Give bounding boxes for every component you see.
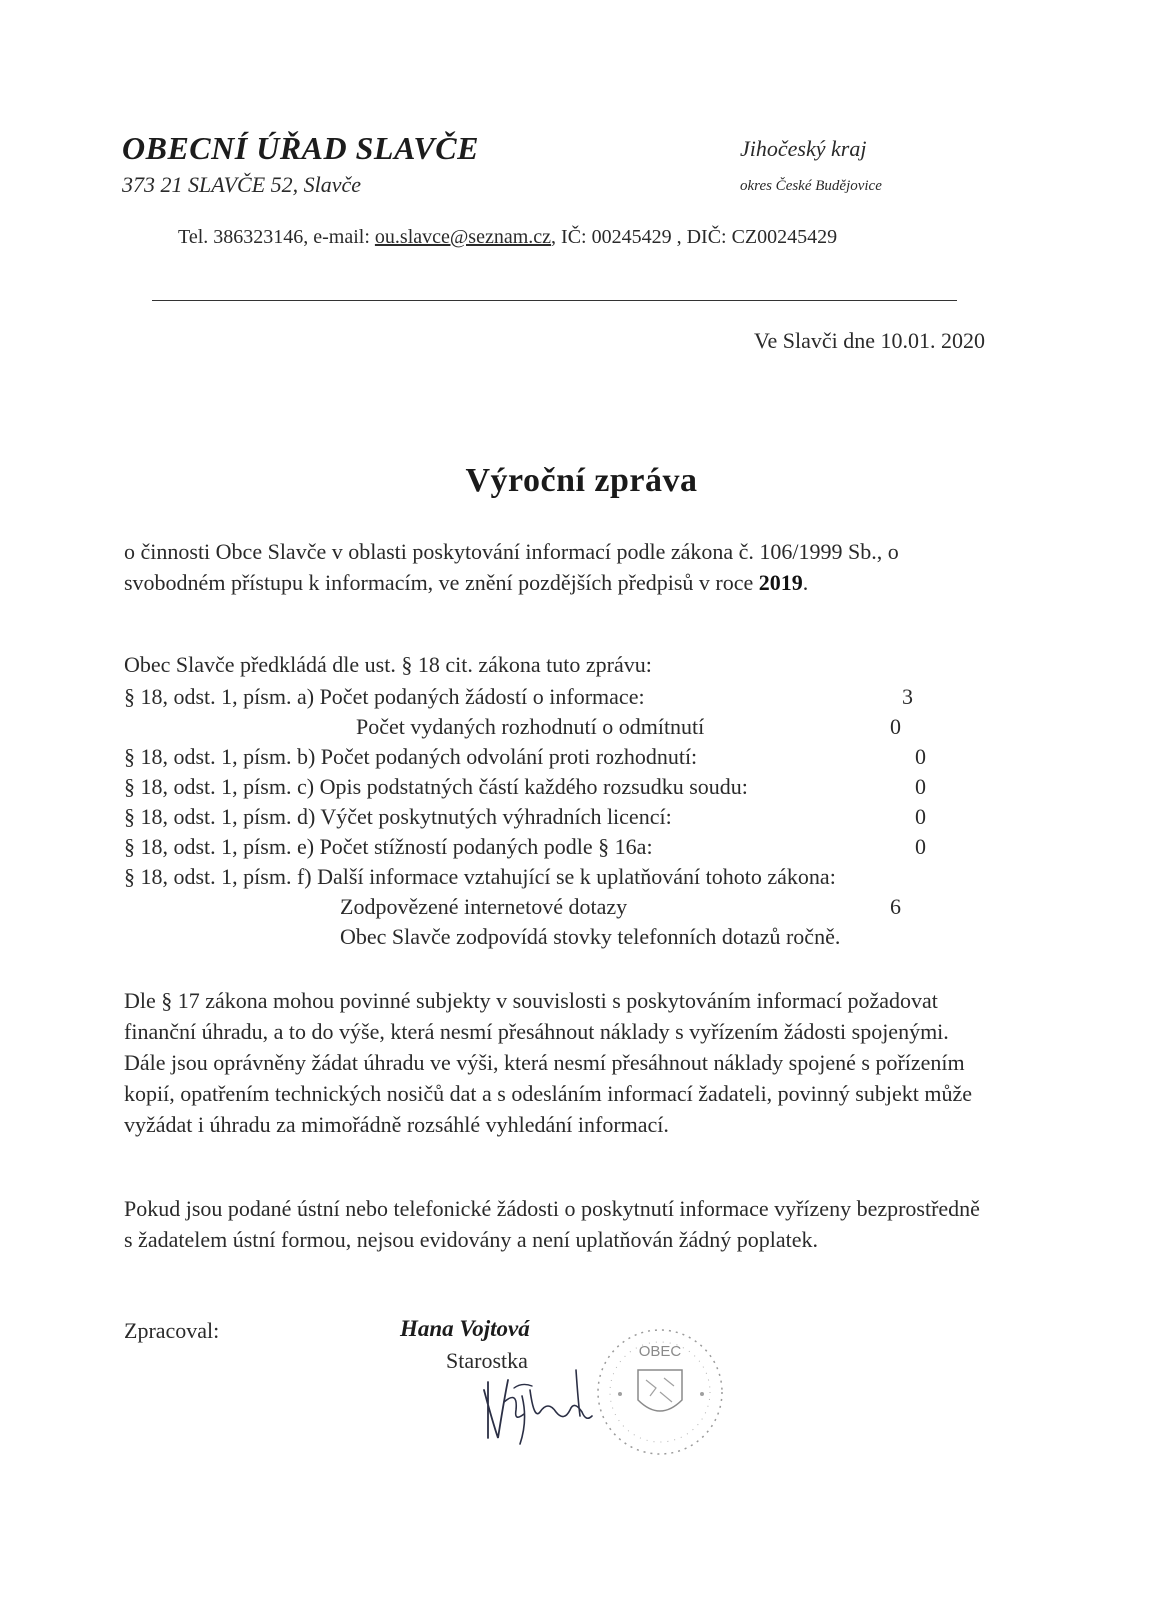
stat-row: [124, 862, 1004, 892]
letterhead-divider: [152, 300, 957, 301]
stat-label: Obec Slavče zodpovídá stovky telefonních dotazů ročně.: [340, 924, 841, 949]
stats-list: [124, 682, 1004, 952]
org-name: OBECNÍ ÚŘAD SLAVČE: [122, 130, 479, 166]
contact-phone: Tel. 386323146, e-mail:: [178, 226, 375, 248]
report-year: 2019: [758, 570, 803, 595]
stat-prefix: § 18, odst. 1, písm. c): [124, 774, 320, 799]
stat-value: 0: [915, 744, 926, 769]
intro-paragraph: [124, 536, 984, 598]
stat-label: Počet vydaných rozhodnutí o odmítnutí: [356, 714, 705, 739]
stat-row: [124, 832, 1004, 862]
stat-label: Počet podaných žádostí o informace:: [319, 684, 645, 709]
handwritten-signature: [474, 1360, 604, 1450]
intro-end: .: [802, 570, 809, 595]
date-line: Ve Slavči dne 10.01. 2020: [754, 328, 985, 353]
stat-prefix: § 18, odst. 1, písm. d): [124, 804, 321, 829]
fees-paragraph: Dle § 17 zákona mohou povinné subjekty v souvislosti s poskytováním informací požadovat finanční úhradu, a to do výše, která nesmí přesáhnout náklady s vyřízením žádosti spojenými. Dále jsou oprávněny žádat úhradu ve výši, která nesmí přesáhnout náklady spojené s pořízením kopií, opatřením technických nosičů dat a s odesláním informací žadateli, povinný subjekt může vyžádat i úhradu za mimořádně rozsáhlé vyhledání informací.: [124, 988, 972, 1137]
document-title: Výroční zpráva: [465, 462, 698, 499]
email-link[interactable]: ou.slavce@seznam.cz: [374, 226, 552, 248]
region: Jihočeský kraj: [740, 136, 867, 161]
stat-prefix: § 18, odst. 1, písm. e): [124, 834, 320, 859]
stat-row: [124, 922, 1004, 952]
stat-label: Počet stížností podaných podle § 16a:: [319, 834, 653, 859]
stat-value: 0: [915, 804, 926, 829]
stamp-text: OBEC: [638, 1343, 682, 1360]
stat-prefix: § 18, odst. 1, písm. a): [124, 684, 320, 709]
district: okres České Budějovice: [740, 178, 882, 194]
org-address: 373 21 SLAVČE 52, Slavče: [122, 172, 362, 197]
stat-prefix: § 18, odst. 1, písm. f): [124, 864, 318, 889]
signer-name: Hana Vojtová: [400, 1316, 530, 1341]
stat-label: Výčet poskytnutých výhradních licencí:: [320, 804, 672, 829]
stat-label: Opis podstatných částí každého rozsudku soudu:: [319, 774, 748, 799]
stat-value: 6: [890, 894, 901, 919]
official-stamp: [590, 1322, 730, 1462]
contact-ids: , IČ: 00245429 , DIČ: CZ00245429: [551, 226, 838, 248]
contact-line: [178, 226, 837, 249]
oral-requests-paragraph: Pokud jsou podané ústní nebo telefonické žádosti o poskytnutí informace vyřízeny bezprostředně s žadatelem ústní formou, nejsou evidovány a není uplatňován žádný poplatek.: [124, 1196, 980, 1252]
stat-label: Počet podaných odvolání proti rozhodnutí:: [320, 744, 698, 769]
stats-intro: Obec Slavče předkládá dle ust. § 18 cit. zákona tuto zprávu:: [124, 652, 652, 677]
stat-row: [124, 682, 1004, 712]
stat-label: Další informace vztahující se k uplatňování tohoto zákona:: [317, 864, 836, 889]
stat-row: [124, 772, 1004, 802]
stat-label: Zodpovězené internetové dotazy: [340, 894, 628, 919]
signer-role: Starostka: [446, 1348, 528, 1373]
stat-row: [124, 892, 1004, 922]
processed-by-label: Zpracoval:: [124, 1318, 220, 1343]
stat-value: 0: [915, 774, 926, 799]
stat-row: [124, 802, 1004, 832]
stat-row: [124, 712, 1004, 742]
stat-row: [124, 742, 1004, 772]
stat-value: 0: [915, 834, 926, 859]
intro-text: o činnosti Obce Slavče v oblasti poskytování informací podle zákona č. 106/1999 Sb., o svobodném přístupu k informacím, ve znění pozdějších předpisů v roce: [124, 539, 899, 595]
stat-value: 3: [902, 684, 913, 709]
stat-value: 0: [890, 714, 901, 739]
stat-prefix: § 18, odst. 1, písm. b): [124, 744, 321, 769]
